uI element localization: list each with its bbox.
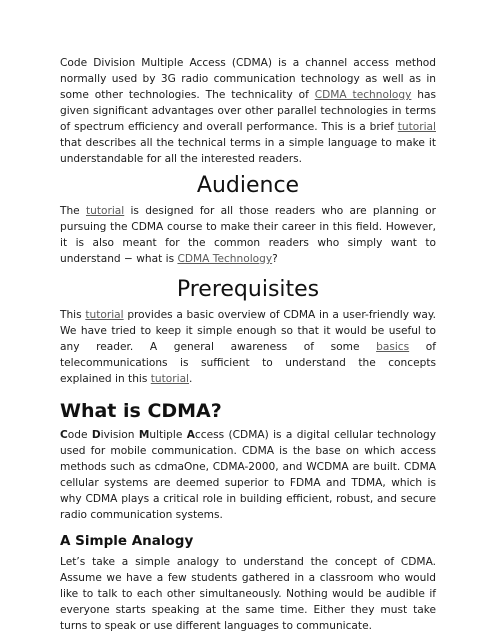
cdma-technology-link[interactable]: CDMA technology (314, 89, 412, 101)
word-code: ode (67, 429, 92, 441)
what-is-cdma-heading: What is CDMA? (60, 400, 222, 422)
initial-c: C (60, 429, 68, 441)
simple-analogy-heading: A Simple Analogy (60, 533, 194, 549)
prereq-text-1: This (60, 309, 86, 321)
tutorial-link[interactable]: tutorial (397, 121, 436, 133)
intro-text-2: has given significant advantages over other parallel technologies in terms of spectrum efficiency and overall performance. This is a brief (60, 89, 437, 133)
word-multiple: ultiple (149, 429, 187, 441)
intro-text-3: that describes all the technical terms in a simple language to make it understandable for all the interested readers. (60, 137, 436, 165)
intro-text-1: Code Division Multiple Access (CDMA) is a channel access method normally used by 3G radio communication technology as well as in some other technologies. The technicality of (60, 57, 436, 101)
prereq-text-4: . (189, 373, 193, 385)
audience-text-3: ? (272, 253, 278, 265)
intro-paragraph (60, 55, 436, 167)
analogy-paragraph: Let’s take a simple analogy to understand the concept of CDMA. Assume we have a few students gathered in a classroom who would like to talk to each other simultaneously. Nothing would be audible if everyone starts speaking at the same time. Either they must take turns to speak or use different languages to communicate. (60, 556, 436, 632)
document-page (60, 55, 436, 634)
audience-heading: Audience (196, 173, 300, 198)
audience-tutorial-link[interactable]: tutorial (85, 205, 125, 217)
audience-text-2: is designed for all those readers who are planning or pursuing the CDMA course to make their career in this field. However, it is also meant for the common readers who simply want to understand − what is (60, 205, 436, 265)
audience-paragraph (60, 203, 436, 267)
initial-a: A (186, 429, 195, 441)
audience-text-1: The (60, 205, 86, 217)
what-is-cdma-paragraph (60, 427, 436, 523)
prereq-tutorial-link-2[interactable]: tutorial (150, 373, 190, 385)
basics-link[interactable]: basics (376, 341, 410, 353)
initial-m: M (138, 429, 150, 441)
word-division: ivision (100, 429, 139, 441)
prerequisites-heading: Prerequisites (176, 277, 320, 302)
cdma-technology-link-2[interactable]: CDMA Technology (177, 253, 273, 265)
word-access: ccess (194, 429, 225, 441)
prereq-text-2: provides a basic overview of CDMA in a user-friendly way. We have tried to keep it simple enough so that it would be useful to any reader. A general awareness of some (60, 309, 436, 353)
initial-d: D (91, 429, 101, 441)
what-is-cdma-body: (CDMA) is a digital cellular technology used for mobile communication. CDMA is the base on which access methods such as cdmaOne, CDMA-2000, and WCDMA are built. CDMA cellular systems are deemed superior to FDMA and TDMA, which is why CDMA plays a critical role in building efficient, robust, and secure radio communication systems. (60, 429, 436, 521)
prerequisites-paragraph (60, 307, 436, 387)
prereq-text-3: of telecommunications is sufficient to understand the concepts explained in this (60, 341, 436, 385)
prereq-tutorial-link[interactable]: tutorial (85, 309, 124, 321)
